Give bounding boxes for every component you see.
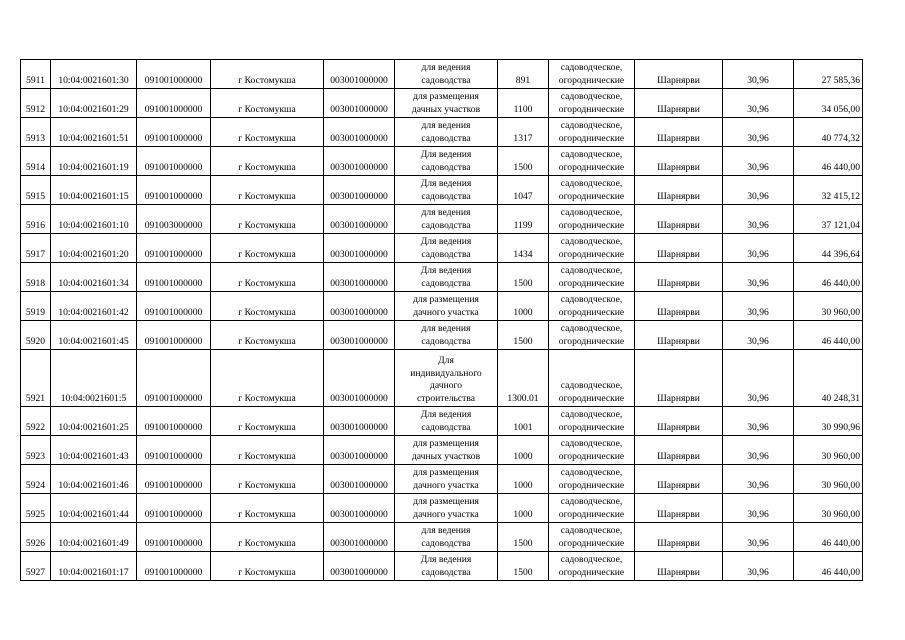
area-cell: 1500 [498, 263, 549, 292]
locality-cell: Шарнярви [635, 494, 723, 523]
category-cell-line: садоводческое, [560, 323, 623, 334]
permitted-use-cell-line: дачного участка [413, 479, 479, 491]
row-number-cell: 5920 [21, 321, 51, 350]
category-cell-line: огороднические [558, 161, 625, 173]
rate-cell: 30,96 [723, 436, 794, 465]
cadastral-value-cell: 30 960,00 [794, 292, 863, 321]
settlement-cell: г Костомукша [211, 89, 324, 118]
category-cell-line: огороднические [558, 132, 625, 144]
permitted-use-cell-line: строительства [416, 392, 476, 404]
okato-code-cell: 091001000000 [137, 263, 211, 292]
row-number-cell: 5913 [21, 118, 51, 147]
cadastral-value-cell: 46 440,00 [794, 263, 863, 292]
table-row [21, 60, 863, 89]
category-cell-line: огороднические [558, 277, 625, 289]
table-body [21, 60, 863, 581]
okato-code-cell: 091001000000 [137, 234, 211, 263]
okato-code-cell: 091001000000 [137, 465, 211, 494]
permitted-use-cell-line: дачных участков [411, 103, 481, 115]
category-cell-line: садоводческое, [560, 294, 623, 305]
cadastral-value-cell: 40 774,32 [794, 118, 863, 147]
category-cell-line: огороднические [558, 479, 625, 491]
permitted-use-cell-line: для размещения [413, 438, 479, 449]
permitted-use-cell-line: садоводства [421, 537, 471, 549]
locality-cell: Шарнярви [635, 523, 723, 552]
rate-cell: 30,96 [723, 89, 794, 118]
cadastral-value-cell: 30 960,00 [794, 494, 863, 523]
table-row [21, 552, 863, 581]
cadastral-value-cell: 27 585,36 [794, 60, 863, 89]
permitted-use-cell [395, 176, 498, 205]
cadastral-number-cell: 10:04:0021601:20 [51, 234, 137, 263]
permitted-use-cell [395, 263, 498, 292]
zone-code-cell: 003001000000 [324, 147, 395, 176]
rate-cell: 30,96 [723, 407, 794, 436]
settlement-cell: г Костомукша [211, 523, 324, 552]
category-cell-line: садоводческое, [560, 496, 623, 507]
category-cell-line: садоводческое, [560, 120, 623, 131]
permitted-use-cell-line: садоводства [421, 161, 471, 173]
category-cell-line: огороднические [558, 190, 625, 202]
permitted-use-cell-line: Для ведения [420, 409, 472, 420]
okato-code-cell: 091001000000 [137, 436, 211, 465]
okato-code-cell: 091001000000 [137, 552, 211, 581]
permitted-use-cell [395, 321, 498, 350]
category-cell [549, 350, 635, 407]
permitted-use-cell-line: Для ведения [420, 554, 472, 565]
category-cell-line: садоводческое, [560, 91, 623, 102]
cadastral-value-cell: 46 440,00 [794, 523, 863, 552]
cadastral-number-cell: 10:04:0021601:34 [51, 263, 137, 292]
category-cell [549, 147, 635, 176]
category-cell-line: садоводческое, [560, 525, 623, 536]
okato-code-cell: 091001000000 [137, 60, 211, 89]
permitted-use-cell-line: для ведения [421, 207, 471, 218]
area-cell: 1000 [498, 494, 549, 523]
permitted-use-cell-line: для размещения [413, 467, 479, 478]
permitted-use-cell-line: для ведения [421, 120, 471, 131]
cadastral-number-cell: 10:04:0021601:42 [51, 292, 137, 321]
category-cell [549, 523, 635, 552]
category-cell-line: садоводческое, [560, 236, 623, 247]
rate-cell: 30,96 [723, 205, 794, 234]
locality-cell: Шарнярви [635, 263, 723, 292]
table-row [21, 321, 863, 350]
category-cell-line: огороднические [558, 306, 625, 318]
cadastral-value-cell: 46 440,00 [794, 147, 863, 176]
cadastral-value-cell: 46 440,00 [794, 321, 863, 350]
category-cell-line: садоводческое, [560, 207, 623, 218]
row-number-cell: 5927 [21, 552, 51, 581]
category-cell-line: огороднические [558, 421, 625, 433]
row-number-cell: 5925 [21, 494, 51, 523]
settlement-cell: г Костомукша [211, 407, 324, 436]
category-cell [549, 263, 635, 292]
permitted-use-cell-line: садоводства [421, 132, 471, 144]
rate-cell: 30,96 [723, 321, 794, 350]
locality-cell: Шарнярви [635, 465, 723, 494]
category-cell [549, 436, 635, 465]
okato-code-cell: 091001000000 [137, 147, 211, 176]
rate-cell: 30,96 [723, 494, 794, 523]
row-number-cell: 5912 [21, 89, 51, 118]
area-cell: 1500 [498, 552, 549, 581]
okato-code-cell: 091001000000 [137, 494, 211, 523]
table-row [21, 205, 863, 234]
table-row [21, 292, 863, 321]
cadastral-value-cell: 30 960,00 [794, 436, 863, 465]
permitted-use-cell-line: для размещения [413, 496, 479, 507]
category-cell-line: огороднические [558, 537, 625, 549]
okato-code-cell: 091001000000 [137, 118, 211, 147]
row-number-cell: 5915 [21, 176, 51, 205]
zone-code-cell: 003001000000 [324, 350, 395, 407]
cadastral-value-cell: 37 121,04 [794, 205, 863, 234]
table-row [21, 89, 863, 118]
settlement-cell: г Костомукша [211, 118, 324, 147]
category-cell [549, 89, 635, 118]
cadastral-number-cell: 10:04:0021601:15 [51, 176, 137, 205]
zone-code-cell: 003001000000 [324, 407, 395, 436]
row-number-cell: 5918 [21, 263, 51, 292]
locality-cell: Шарнярви [635, 234, 723, 263]
permitted-use-cell-line: дачных участков [411, 450, 481, 462]
category-cell-line: огороднические [558, 248, 625, 260]
category-cell-line: огороднические [558, 74, 625, 86]
category-cell-line: садоводческое, [560, 380, 623, 391]
permitted-use-cell [395, 436, 498, 465]
rate-cell: 30,96 [723, 60, 794, 89]
okato-code-cell: 091003000000 [137, 205, 211, 234]
permitted-use-cell-line: садоводства [421, 74, 471, 86]
category-cell-line: садоводческое, [560, 554, 623, 565]
category-cell-line: огороднические [558, 219, 625, 231]
okato-code-cell: 091001000000 [137, 176, 211, 205]
cadastral-value-cell: 34 056,00 [794, 89, 863, 118]
permitted-use-cell [395, 494, 498, 523]
category-cell [549, 465, 635, 494]
permitted-use-cell [395, 407, 498, 436]
row-number-cell: 5916 [21, 205, 51, 234]
permitted-use-cell-line: садоводства [421, 219, 471, 231]
rate-cell: 30,96 [723, 552, 794, 581]
permitted-use-cell-line: Для ведения [420, 149, 472, 160]
table-row [21, 494, 863, 523]
cadastral-number-cell: 10:04:0021601:46 [51, 465, 137, 494]
row-number-cell: 5914 [21, 147, 51, 176]
settlement-cell: г Костомукша [211, 147, 324, 176]
locality-cell: Шарнярви [635, 292, 723, 321]
settlement-cell: г Костомукша [211, 263, 324, 292]
cadastral-number-cell: 10:04:0021601:10 [51, 205, 137, 234]
zone-code-cell: 003001000000 [324, 523, 395, 552]
cadastral-value-cell: 44 396,64 [794, 234, 863, 263]
table-row [21, 263, 863, 292]
category-cell-line: садоводческое, [560, 265, 623, 276]
cadastral-number-cell: 10:04:0021601:43 [51, 436, 137, 465]
permitted-use-cell-line: садоводства [421, 190, 471, 202]
table-row [21, 234, 863, 263]
cadastral-number-cell: 10:04:0021601:17 [51, 552, 137, 581]
area-cell: 891 [498, 60, 549, 89]
row-number-cell: 5924 [21, 465, 51, 494]
rate-cell: 30,96 [723, 523, 794, 552]
rate-cell: 30,96 [723, 118, 794, 147]
permitted-use-cell-line: дачного участка [413, 306, 479, 318]
category-cell [549, 494, 635, 523]
locality-cell: Шарнярви [635, 118, 723, 147]
table-row [21, 465, 863, 494]
area-cell: 1500 [498, 147, 549, 176]
settlement-cell: г Костомукша [211, 321, 324, 350]
table-row [21, 436, 863, 465]
row-number-cell: 5911 [21, 60, 51, 89]
category-cell-line: садоводческое, [560, 467, 623, 478]
table-row [21, 350, 863, 407]
rate-cell: 30,96 [723, 263, 794, 292]
permitted-use-cell-line: для ведения [421, 323, 471, 334]
category-cell [549, 176, 635, 205]
row-number-cell: 5917 [21, 234, 51, 263]
settlement-cell: г Костомукша [211, 292, 324, 321]
area-cell: 1300.01 [498, 350, 549, 407]
area-cell: 1434 [498, 234, 549, 263]
zone-code-cell: 003001000000 [324, 176, 395, 205]
area-cell: 1100 [498, 89, 549, 118]
area-cell: 1199 [498, 205, 549, 234]
category-cell [549, 552, 635, 581]
permitted-use-cell-line: садоводства [421, 335, 471, 347]
permitted-use-cell [395, 205, 498, 234]
permitted-use-cell-line: Для [438, 355, 454, 366]
settlement-cell: г Костомукша [211, 205, 324, 234]
okato-code-cell: 091001000000 [137, 523, 211, 552]
category-cell [549, 234, 635, 263]
document-page [20, 59, 862, 581]
locality-cell: Шарнярви [635, 176, 723, 205]
okato-code-cell: 091001000000 [137, 321, 211, 350]
permitted-use-cell-line: для размещения [413, 91, 479, 102]
settlement-cell: г Костомукша [211, 176, 324, 205]
cadastral-number-cell: 10:04:0021601:51 [51, 118, 137, 147]
row-number-cell: 5919 [21, 292, 51, 321]
zone-code-cell: 003001000000 [324, 234, 395, 263]
settlement-cell: г Костомукша [211, 552, 324, 581]
settlement-cell: г Костомукша [211, 465, 324, 494]
row-number-cell: 5926 [21, 523, 51, 552]
table-row [21, 523, 863, 552]
row-number-cell: 5922 [21, 407, 51, 436]
okato-code-cell: 091001000000 [137, 292, 211, 321]
zone-code-cell: 003001000000 [324, 321, 395, 350]
permitted-use-cell [395, 147, 498, 176]
settlement-cell: г Костомукша [211, 60, 324, 89]
permitted-use-cell [395, 60, 498, 89]
category-cell [549, 205, 635, 234]
cadastral-value-cell: 32 415,12 [794, 176, 863, 205]
okato-code-cell: 091001000000 [137, 89, 211, 118]
locality-cell: Шарнярви [635, 89, 723, 118]
permitted-use-cell [395, 234, 498, 263]
zone-code-cell: 003001000000 [324, 89, 395, 118]
row-number-cell: 5921 [21, 350, 51, 407]
area-cell: 1500 [498, 523, 549, 552]
cadastral-number-cell: 10:04:0021601:19 [51, 147, 137, 176]
category-cell-line: огороднические [558, 392, 625, 404]
permitted-use-cell-line: дачного [429, 380, 462, 391]
category-cell [549, 60, 635, 89]
category-cell-line: огороднические [558, 103, 625, 115]
cadastral-value-cell: 46 440,00 [794, 552, 863, 581]
cadastral-value-cell: 30 990,96 [794, 407, 863, 436]
locality-cell: Шарнярви [635, 321, 723, 350]
area-cell: 1047 [498, 176, 549, 205]
area-cell: 1001 [498, 407, 549, 436]
area-cell: 1000 [498, 436, 549, 465]
rate-cell: 30,96 [723, 465, 794, 494]
category-cell-line: садоводческое, [560, 149, 623, 160]
row-number-cell: 5923 [21, 436, 51, 465]
category-cell-line: огороднические [558, 450, 625, 462]
cadastral-number-cell: 10:04:0021601:29 [51, 89, 137, 118]
permitted-use-cell-line: дачного участка [413, 508, 479, 520]
rate-cell: 30,96 [723, 176, 794, 205]
area-cell: 1317 [498, 118, 549, 147]
permitted-use-cell-line: Для ведения [420, 265, 472, 276]
locality-cell: Шарнярви [635, 60, 723, 89]
zone-code-cell: 003001000000 [324, 205, 395, 234]
rate-cell: 30,96 [723, 292, 794, 321]
category-cell-line: садоводческое, [560, 178, 623, 189]
category-cell [549, 118, 635, 147]
zone-code-cell: 003001000000 [324, 118, 395, 147]
okato-code-cell: 091001000000 [137, 350, 211, 407]
cadastral-number-cell: 10:04:0021601:25 [51, 407, 137, 436]
zone-code-cell: 003001000000 [324, 436, 395, 465]
rate-cell: 30,96 [723, 234, 794, 263]
locality-cell: Шарнярви [635, 407, 723, 436]
zone-code-cell: 003001000000 [324, 465, 395, 494]
permitted-use-cell-line: садоводства [421, 248, 471, 260]
cadastral-number-cell: 10:04:0021601:5 [51, 350, 137, 407]
land-plots-table [20, 59, 863, 581]
permitted-use-cell-line: для размещения [413, 294, 479, 305]
cadastral-number-cell: 10:04:0021601:45 [51, 321, 137, 350]
settlement-cell: г Костомукша [211, 350, 324, 407]
permitted-use-cell-line: садоводства [421, 566, 471, 578]
zone-code-cell: 003001000000 [324, 292, 395, 321]
permitted-use-cell-line: индивидуального [410, 367, 482, 379]
category-cell-line: садоводческое, [560, 438, 623, 449]
zone-code-cell: 003001000000 [324, 494, 395, 523]
permitted-use-cell [395, 552, 498, 581]
settlement-cell: г Костомукша [211, 436, 324, 465]
permitted-use-cell-line: Для ведения [420, 178, 472, 189]
cadastral-number-cell: 10:04:0021601:49 [51, 523, 137, 552]
locality-cell: Шарнярви [635, 552, 723, 581]
rate-cell: 30,96 [723, 350, 794, 407]
locality-cell: Шарнярви [635, 205, 723, 234]
category-cell [549, 292, 635, 321]
okato-code-cell: 091001000000 [137, 407, 211, 436]
permitted-use-cell [395, 350, 498, 407]
table-row [21, 147, 863, 176]
permitted-use-cell-line: садоводства [421, 421, 471, 433]
category-cell-line: садоводческое, [560, 62, 623, 73]
area-cell: 1500 [498, 321, 549, 350]
permitted-use-cell [395, 465, 498, 494]
category-cell [549, 321, 635, 350]
zone-code-cell: 003001000000 [324, 60, 395, 89]
permitted-use-cell-line: садоводства [421, 277, 471, 289]
category-cell-line: огороднические [558, 508, 625, 520]
category-cell-line: садоводческое, [560, 409, 623, 420]
locality-cell: Шарнярви [635, 436, 723, 465]
permitted-use-cell-line: Для ведения [420, 236, 472, 247]
permitted-use-cell [395, 292, 498, 321]
area-cell: 1000 [498, 292, 549, 321]
cadastral-number-cell: 10:04:0021601:30 [51, 60, 137, 89]
rate-cell: 30,96 [723, 147, 794, 176]
cadastral-number-cell: 10:04:0021601:44 [51, 494, 137, 523]
zone-code-cell: 003001000000 [324, 552, 395, 581]
settlement-cell: г Костомукша [211, 494, 324, 523]
permitted-use-cell-line: для ведения [421, 62, 471, 73]
table-row [21, 176, 863, 205]
category-cell-line: огороднические [558, 566, 625, 578]
permitted-use-cell-line: для ведения [421, 525, 471, 536]
table-row [21, 407, 863, 436]
category-cell [549, 407, 635, 436]
zone-code-cell: 003001000000 [324, 263, 395, 292]
area-cell: 1000 [498, 465, 549, 494]
permitted-use-cell [395, 523, 498, 552]
settlement-cell: г Костомукша [211, 234, 324, 263]
permitted-use-cell [395, 89, 498, 118]
cadastral-value-cell: 30 960,00 [794, 465, 863, 494]
table-row [21, 118, 863, 147]
category-cell-line: огороднические [558, 335, 625, 347]
locality-cell: Шарнярви [635, 350, 723, 407]
cadastral-value-cell: 40 248,31 [794, 350, 863, 407]
locality-cell: Шарнярви [635, 147, 723, 176]
permitted-use-cell [395, 118, 498, 147]
